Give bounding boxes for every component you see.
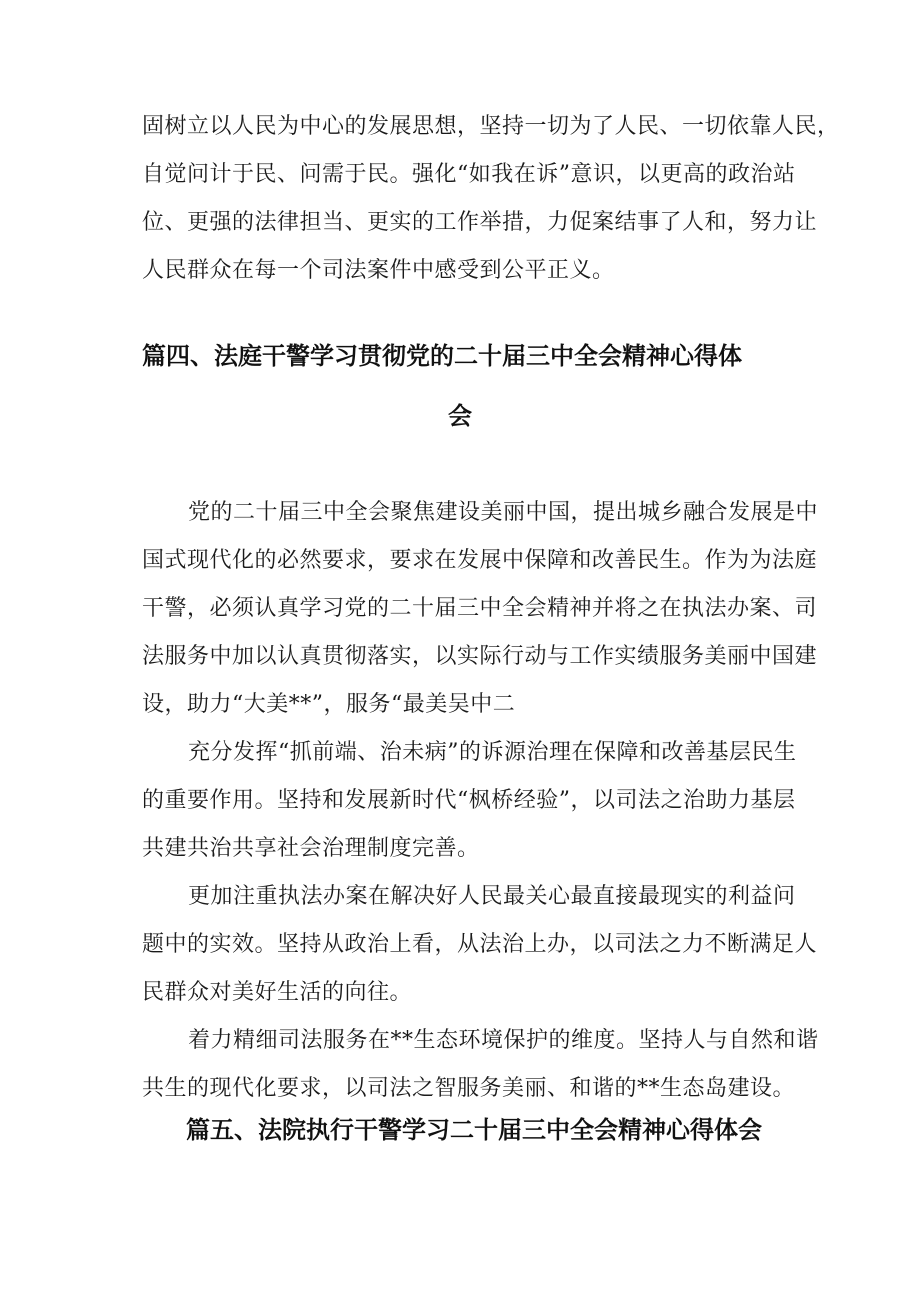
paragraph-line: 着力精细司法服务在**生态环境保护的维度。坚持人与自然和谐 (188, 1028, 819, 1053)
paragraph-line: 的重要作用。坚持和发展新时代“枫桥经验”，以司法之治助力基层 (142, 788, 796, 813)
paragraph-line: 共建共治共享社会治理制度完善。 (142, 836, 480, 861)
paragraph-line: 固树立以人民为中心的发展思想，坚持一切为了人民、一切依靠人民， (142, 114, 840, 139)
paragraph-line: 国式现代化的必然要求，要求在发展中保障和改善民生。作为为法庭 (142, 548, 818, 573)
section-heading: 篇五、法院执行干警学习二十届三中全会精神心得体会 (186, 1116, 762, 1144)
section-heading: 篇四、法庭干警学习贯彻党的二十届三中全会精神心得体 (142, 342, 742, 370)
section-heading-continuation: 会 (448, 402, 472, 430)
paragraph-line: 党的二十届三中全会聚焦建设美丽中国，提出城乡融合发展是中 (188, 500, 819, 525)
paragraph-line: 设，助力“大美**”，服务“最美吴中二 (142, 692, 516, 717)
paragraph-line: 位、更强的法律担当、更实的工作举措，力促案结事了人和，努力让 (142, 210, 818, 235)
paragraph-line: 法服务中加以认真贯彻落实，以实际行动与工作实绩服务美丽中国建 (142, 644, 818, 669)
paragraph-line: 人民群众在每一个司法案件中感受到公平正义。 (142, 258, 615, 283)
paragraph-line: 民群众对美好生活的向往。 (142, 980, 413, 1005)
paragraph-line: 自觉问计于民、问需于民。强化“如我在诉”意识，以更高的政治站 (142, 162, 796, 187)
paragraph-line: 共生的现代化要求，以司法之智服务美丽、和谐的**生态岛建设。 (142, 1076, 796, 1101)
paragraph-line: 充分发挥“抓前端、治未病”的诉源治理在保障和改善基层民生 (188, 740, 797, 765)
paragraph-line: 更加注重执法办案在解决好人民最关心最直接最现实的利益问 (188, 884, 796, 909)
paragraph-line: 干警，必须认真学习党的二十届三中全会精神并将之在执法办案、司 (142, 596, 818, 621)
paragraph-line: 题中的实效。坚持从政治上看，从法治上办，以司法之力不断满足人 (142, 932, 818, 957)
